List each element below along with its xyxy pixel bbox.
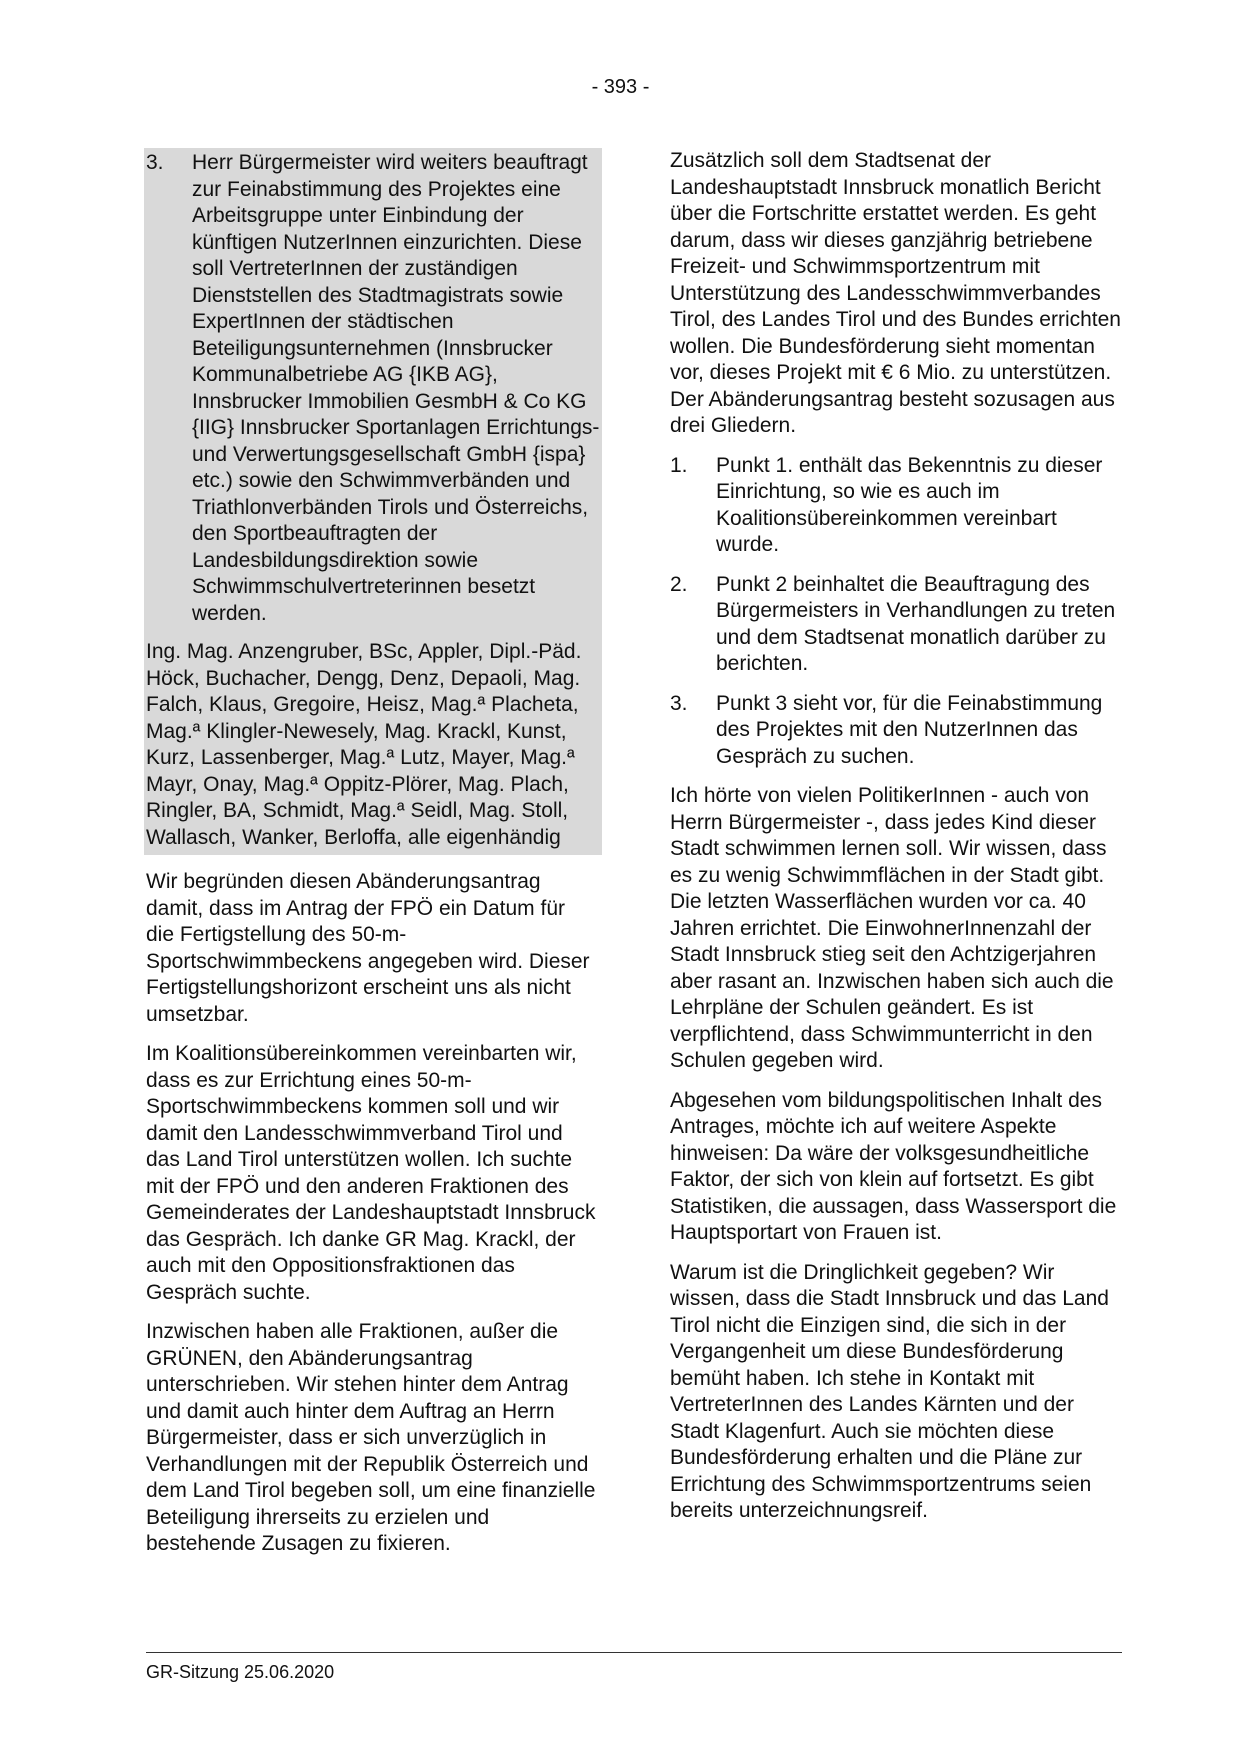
paragraph: Wir begründen diesen Abänderungsantrag damit, dass im Antrag der FPÖ ein Datum für die Fertigstellung des 50-m-Sportschwimmbeckens angegeben wird. Dieser Fertigstellungshorizont erscheint uns als nicht umsetzbar. <box>146 870 590 1026</box>
list-item <box>670 453 1122 559</box>
paragraph: Abgesehen vom bildungspolitischen Inhalt des Antrages, möchte ich auf weitere Aspekte hinweisen: Da wäre der volksgesundheitliche Faktor, der sich von klein auf fortsetzt. Es gibt Statistiken, die aussagen, dass Wassersport die Hauptsportart von Frauen ist. <box>670 1088 1117 1244</box>
paragraph: Inzwischen haben alle Fraktionen, außer die GRÜNEN, den Abänderungsantrag unterschrieben. Wir stehen hinter dem Antrag und damit auch hinter dem Auftrag an Herrn Bürgermeister, dass er sich unverzüglich in Verhandlungen mit der Republik Österreich und dem Land Tirol begeben soll, um eine finanzielle Beteiligung ihrerseits zu erzielen und bestehende Zusagen zu fixieren. <box>146 1320 596 1555</box>
left-column <box>146 148 598 1571</box>
list-number: 3. <box>146 151 164 174</box>
list-text: Punkt 1. enthält das Bekenntnis zu dieser Einrichtung, so wie es auch im Koalitionsübereinkommen vereinbart wurde. <box>716 453 1103 556</box>
amendment-item-3 <box>146 150 600 627</box>
amendment-text-block <box>144 148 602 855</box>
list-number: 2. <box>670 572 688 596</box>
footer-session: GR-Sitzung 25.06.2020 <box>146 1662 335 1682</box>
list-number: 3. <box>670 691 688 715</box>
list-number: 1. <box>670 453 688 477</box>
list-text: Herr Bürgermeister wird weiters beauftragt zur Feinabstimmung des Projektes eine Arbeitsgruppe unter Einbindung der künftigen NutzerInnen einzurichten. Diese soll VertreterInnen der zuständigen Dienststellen des Stadtmagistrats sowie ExpertInnen der städtischen Beteiligungsunternehmen (Innsbrucker Kommunalbetriebe AG {IKB AG}, Innsbrucker Immobilien GesmbH & Co KG {IIG} Innsbrucker Sportanlagen Errichtungs- und Verwertungsgesellschaft GmbH {ispa} etc.) sowie den Schwimmverbänden und Triathlonverbänden Tirols und Österreichs, den Sportbeauftragten der Landesbildungsdirektion sowie Schwimmschulvertreterinnen besetzt werden. <box>192 151 600 625</box>
list-item <box>670 572 1122 678</box>
list-text: Punkt 2 beinhaltet die Beauftragung des Bürgermeisters in Verhandlungen zu treten und dem Stadtsenat monatlich darüber zu berichten. <box>716 572 1116 675</box>
footer-divider <box>146 1652 1122 1653</box>
page-number: - 393 - <box>591 76 650 98</box>
list-item <box>670 691 1122 771</box>
signatories: Ing. Mag. Anzengruber, BSc, Appler, Dipl.-Päd. Höck, Buchacher, Dengg, Denz, Depaoli, Mag. Falch, Klaus, Gregoire, Heisz, Mag.ª Placheta, Mag.ª Klingler-Newesely, Mag. Krackl, Kunst, Kurz, Lassenberger, Mag.ª Lutz, Mayer, Mag.ª Mayr, Onay, Mag.ª Oppitz-Plörer, Mag. Plach, Ringler, BA, Schmidt, Mag.ª Seidl, Mag. Stoll, Wallasch, Wanker, Berloffa, alle eigenhändig <box>146 640 582 849</box>
paragraph: Ich hörte von vielen PolitikerInnen - auch von Herrn Bürgermeister -, dass jedes Kind dieser Stadt schwimmen lernen soll. Wir wissen, dass es zu wenig Schwimmflächen in der Stadt gibt. Die letzten Wasserflächen wurden vor ca. 40 Jahren errichtet. Die EinwohnerInnenzahl der Stadt Innsbruck stieg seit den Achtzigerjahren aber rasant an. Inzwischen haben sich auch die Lehrpläne der Schulen geändert. Es ist verpflichtend, dass Schwimmunterricht in den Schulen gegeben wird. <box>670 784 1114 1072</box>
paragraph: Im Koalitionsübereinkommen vereinbarten wir, dass es zur Errichtung eines 50-m-Sportschwimmbeckens kommen soll und wir damit den Landesschwimmverband Tirol und das Land Tirol unterstützen wollen. Ich suchte mit der FPÖ und den anderen Fraktionen des Gemeinderates der Landeshauptstadt Innsbruck das Gespräch. Ich danke GR Mag. Krackl, der auch mit den Oppositionsfraktionen das Gespräch suchte. <box>146 1042 596 1304</box>
right-column <box>670 148 1122 1538</box>
paragraph: Warum ist die Dringlichkeit gegeben? Wir wissen, dass die Stadt Innsbruck und das Land Tirol nicht die Einzigen sind, die sich in der Vergangenheit um diese Bundesförderung bemüht haben. Ich stehe in Kontakt mit VertreterInnen des Landes Kärnten und der Stadt Klagenfurt. Auch sie möchten diese Bundesförderung erhalten und die Pläne zur Errichtung des Schwimmsportzentrums seien bereits unterzeichnungsreif. <box>670 1260 1109 1522</box>
paragraph: Zusätzlich soll dem Stadtsenat der Landeshauptstadt Innsbruck monatlich Bericht über die Fortschritte erstattet werden. Es geht darum, dass wir dieses ganzjährig betriebene Freizeit- und Schwimmsportzentrum mit Unterstützung des Landesschwimmverbandes Tirol, des Landes Tirol und des Bundes errichten wollen. Die Bundesförderung sieht momentan vor, dieses Projekt mit € 6 Mio. zu unterstützen. Der Abänderungsantrag besteht sozusagen aus drei Gliedern. <box>670 149 1121 437</box>
list-text: Punkt 3 sieht vor, für die Feinabstimmung des Projektes mit den NutzerInnen das Gespräch zu suchen. <box>716 691 1103 768</box>
